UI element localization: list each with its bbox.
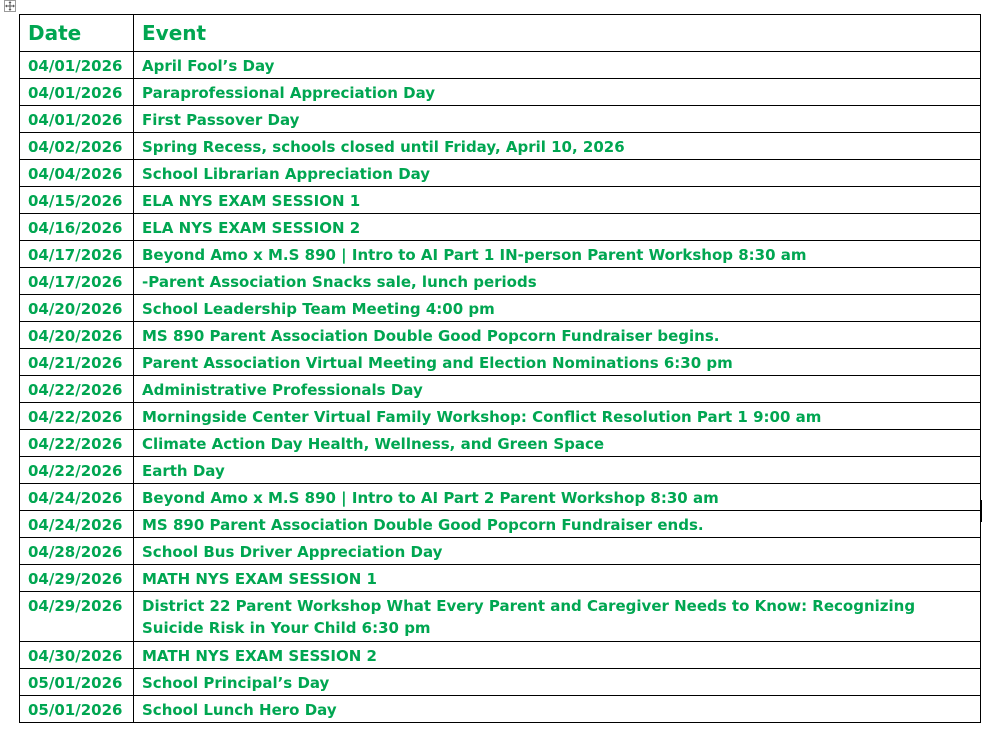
table-row [20, 642, 981, 669]
table-row [20, 376, 981, 403]
date-cell[interactable]: 04/22/2026 [20, 376, 134, 403]
event-cell[interactable]: Earth Day [134, 457, 981, 484]
date-cell[interactable]: 04/22/2026 [20, 403, 134, 430]
date-cell[interactable]: 04/24/2026 [20, 484, 134, 511]
date-cell[interactable]: 04/22/2026 [20, 430, 134, 457]
date-cell[interactable]: 04/29/2026 [20, 592, 134, 642]
table-row [20, 241, 981, 268]
date-cell[interactable]: 04/01/2026 [20, 106, 134, 133]
date-cell[interactable]: 04/20/2026 [20, 295, 134, 322]
table-row [20, 214, 981, 241]
table-row [20, 457, 981, 484]
event-cell[interactable]: School Leadership Team Meeting 4:00 pm [134, 295, 981, 322]
table-row [20, 403, 981, 430]
date-cell[interactable]: 04/28/2026 [20, 538, 134, 565]
table-row [20, 349, 981, 376]
table-row [20, 538, 981, 565]
table-row [20, 511, 981, 538]
date-cell[interactable]: 04/17/2026 [20, 241, 134, 268]
event-cell[interactable]: District 22 Parent Workshop What Every Parent and Caregiver Needs to Know: Recognizing Suicide Risk in Your Child 6:30 pm [134, 592, 981, 642]
date-cell[interactable]: 04/01/2026 [20, 79, 134, 106]
table-row [20, 79, 981, 106]
table-header-row [20, 15, 981, 52]
date-cell[interactable]: 04/30/2026 [20, 642, 134, 669]
event-column-header[interactable]: Event [134, 15, 981, 52]
date-cell[interactable]: 05/01/2026 [20, 696, 134, 723]
table-row [20, 592, 981, 642]
date-cell[interactable]: 05/01/2026 [20, 669, 134, 696]
text-cursor [981, 500, 982, 522]
date-cell[interactable]: 04/15/2026 [20, 187, 134, 214]
move-icon[interactable] [4, 0, 16, 12]
event-cell[interactable]: School Principal’s Day [134, 669, 981, 696]
date-cell[interactable]: 04/17/2026 [20, 268, 134, 295]
table-row [20, 52, 981, 79]
table-row [20, 295, 981, 322]
event-cell[interactable]: Morningside Center Virtual Family Workshop: Conflict Resolution Part 1 9:00 am [134, 403, 981, 430]
event-cell[interactable]: April Fool’s Day [134, 52, 981, 79]
event-cell[interactable]: MATH NYS EXAM SESSION 2 [134, 642, 981, 669]
date-cell[interactable]: 04/21/2026 [20, 349, 134, 376]
event-cell[interactable]: ELA NYS EXAM SESSION 2 [134, 214, 981, 241]
event-cell[interactable]: School Bus Driver Appreciation Day [134, 538, 981, 565]
table-row [20, 696, 981, 723]
event-cell[interactable]: Climate Action Day Health, Wellness, and Green Space [134, 430, 981, 457]
date-cell[interactable]: 04/16/2026 [20, 214, 134, 241]
date-cell[interactable]: 04/20/2026 [20, 322, 134, 349]
event-cell[interactable]: Spring Recess, schools closed until Friday, April 10, 2026 [134, 133, 981, 160]
table-row [20, 160, 981, 187]
events-table [19, 14, 981, 723]
event-cell[interactable]: -Parent Association Snacks sale, lunch periods [134, 268, 981, 295]
table-row [20, 133, 981, 160]
date-column-header[interactable]: Date [20, 15, 134, 52]
date-cell[interactable]: 04/24/2026 [20, 511, 134, 538]
date-cell[interactable]: 04/04/2026 [20, 160, 134, 187]
event-cell[interactable]: Parent Association Virtual Meeting and Election Nominations 6:30 pm [134, 349, 981, 376]
date-cell[interactable]: 04/01/2026 [20, 52, 134, 79]
date-cell[interactable]: 04/02/2026 [20, 133, 134, 160]
table-row [20, 669, 981, 696]
table-row [20, 268, 981, 295]
table-row [20, 322, 981, 349]
event-cell[interactable]: MATH NYS EXAM SESSION 1 [134, 565, 981, 592]
table-row [20, 565, 981, 592]
event-cell[interactable]: School Lunch Hero Day [134, 696, 981, 723]
date-cell[interactable]: 04/22/2026 [20, 457, 134, 484]
event-cell[interactable]: Administrative Professionals Day [134, 376, 981, 403]
event-cell[interactable]: School Librarian Appreciation Day [134, 160, 981, 187]
event-cell[interactable]: MS 890 Parent Association Double Good Popcorn Fundraiser begins. [134, 322, 981, 349]
table-row [20, 106, 981, 133]
table-row [20, 484, 981, 511]
events-table-container [19, 14, 980, 723]
event-cell[interactable]: ELA NYS EXAM SESSION 1 [134, 187, 981, 214]
event-cell[interactable]: Paraprofessional Appreciation Day [134, 79, 981, 106]
table-body [20, 52, 981, 723]
table-row [20, 187, 981, 214]
event-cell[interactable]: MS 890 Parent Association Double Good Popcorn Fundraiser ends. [134, 511, 981, 538]
event-cell[interactable]: Beyond Amo x M.S 890 | Intro to AI Part 2 Parent Workshop 8:30 am [134, 484, 981, 511]
event-cell[interactable]: First Passover Day [134, 106, 981, 133]
date-cell[interactable]: 04/29/2026 [20, 565, 134, 592]
event-cell[interactable]: Beyond Amo x M.S 890 | Intro to AI Part 1 IN-person Parent Workshop 8:30 am [134, 241, 981, 268]
table-row [20, 430, 981, 457]
